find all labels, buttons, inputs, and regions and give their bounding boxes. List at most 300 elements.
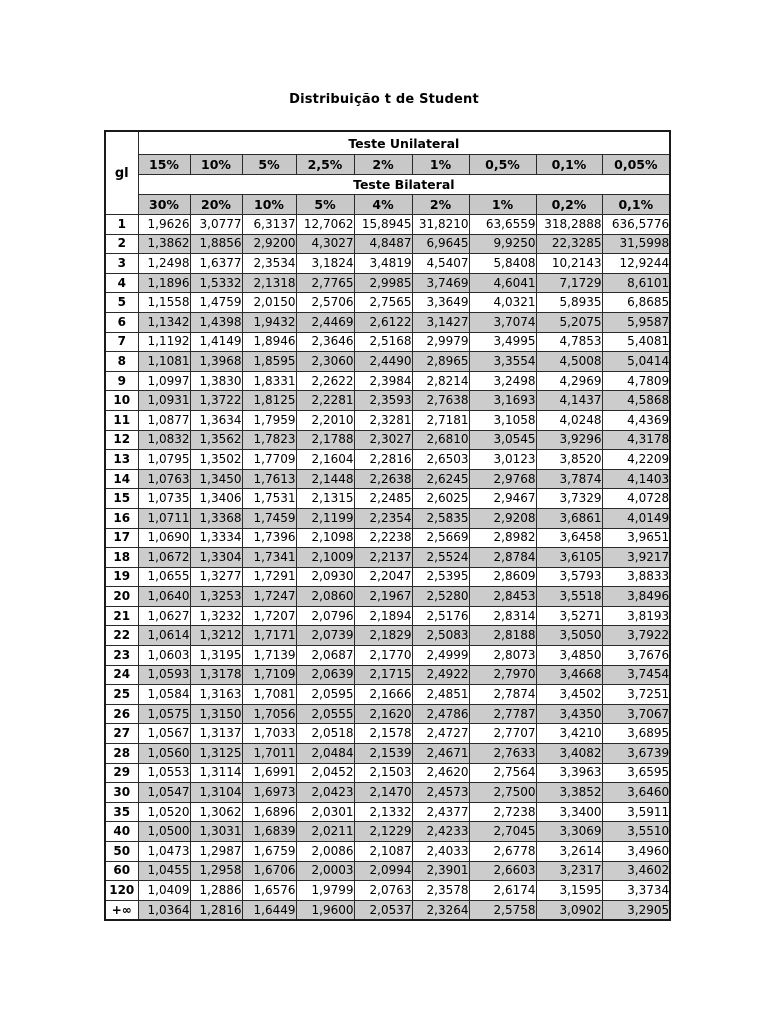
table-body	[105, 215, 670, 921]
value-cell: 3,4602	[602, 861, 670, 881]
value-cell: 2,5176	[412, 606, 469, 626]
value-cell: 2,2816	[354, 450, 412, 470]
value-cell: 1,3163	[190, 685, 242, 705]
value-cell: 1,0553	[138, 763, 190, 783]
value-cell: 2,0555	[296, 704, 354, 724]
value-cell: 1,2987	[190, 842, 242, 862]
value-cell: 2,1604	[296, 450, 354, 470]
value-cell: 2,8314	[469, 606, 536, 626]
page-title: Distribuição t de Student	[289, 92, 479, 107]
value-cell: 2,5669	[412, 528, 469, 548]
value-cell: 318,2888	[536, 215, 602, 235]
value-cell: 1,3125	[190, 744, 242, 764]
table-row	[105, 842, 670, 862]
value-cell: 2,1578	[354, 724, 412, 744]
value-cell: 3,3649	[412, 293, 469, 313]
value-cell: 2,9467	[469, 489, 536, 509]
value-cell: 1,1081	[138, 352, 190, 372]
value-cell: 2,1770	[354, 646, 412, 666]
t-distribution-table	[104, 130, 671, 921]
value-cell: 1,6377	[190, 254, 242, 274]
table-row	[105, 763, 670, 783]
value-cell: 4,0728	[602, 489, 670, 509]
value-cell: 2,2638	[354, 469, 412, 489]
gl-cell: 50	[105, 842, 138, 862]
value-cell: 3,1595	[536, 881, 602, 901]
value-cell: 2,1315	[296, 489, 354, 509]
value-cell: 2,2622	[296, 371, 354, 391]
value-cell: 1,3634	[190, 410, 242, 430]
value-cell: 2,3264	[412, 900, 469, 920]
value-cell: 2,0994	[354, 861, 412, 881]
value-cell: 3,4668	[536, 665, 602, 685]
value-cell: 1,9799	[296, 881, 354, 901]
gl-cell: 40	[105, 822, 138, 842]
value-cell: 2,1199	[296, 508, 354, 528]
unilateral-level-3: 2,5%	[296, 155, 354, 175]
value-cell: 1,0593	[138, 665, 190, 685]
value-cell: 2,4922	[412, 665, 469, 685]
table-row	[105, 744, 670, 764]
value-cell: 1,6576	[242, 881, 296, 901]
value-cell: 2,4469	[296, 312, 354, 332]
value-cell: 1,0763	[138, 469, 190, 489]
table-row	[105, 626, 670, 646]
value-cell: 2,1666	[354, 685, 412, 705]
value-cell: 4,0321	[469, 293, 536, 313]
value-cell: 2,7638	[412, 391, 469, 411]
bilateral-level-4: 4%	[354, 195, 412, 215]
gl-cell: 21	[105, 606, 138, 626]
value-cell: 1,3104	[190, 783, 242, 803]
value-cell: 4,5868	[602, 391, 670, 411]
table-row	[105, 528, 670, 548]
value-cell: 3,8833	[602, 567, 670, 587]
gl-cell: 22	[105, 626, 138, 646]
value-cell: 3,7454	[602, 665, 670, 685]
value-cell: 2,1318	[242, 273, 296, 293]
bilateral-level-7: 0,2%	[536, 195, 602, 215]
table-row	[105, 646, 670, 666]
value-cell: 2,4573	[412, 783, 469, 803]
unilateral-header: Teste Unilateral	[138, 131, 670, 155]
table-row	[105, 273, 670, 293]
value-cell: 2,5758	[469, 900, 536, 920]
unilateral-level-7: 0,1%	[536, 155, 602, 175]
value-cell: 2,8453	[469, 587, 536, 607]
value-cell: 4,4369	[602, 410, 670, 430]
value-cell: 2,7500	[469, 783, 536, 803]
value-cell: 1,3137	[190, 724, 242, 744]
value-cell: 2,1470	[354, 783, 412, 803]
table-row	[105, 685, 670, 705]
value-cell: 2,5835	[412, 508, 469, 528]
value-cell: 1,0455	[138, 861, 190, 881]
value-cell: 1,7613	[242, 469, 296, 489]
gl-cell: 1	[105, 215, 138, 235]
value-cell: 1,2886	[190, 881, 242, 901]
value-cell: 2,1829	[354, 626, 412, 646]
value-cell: 2,1715	[354, 665, 412, 685]
value-cell: 1,3031	[190, 822, 242, 842]
gl-cell: 35	[105, 802, 138, 822]
unilateral-level-0: 15%	[138, 155, 190, 175]
unilateral-level-5: 1%	[412, 155, 469, 175]
value-cell: 22,3285	[536, 234, 602, 254]
value-cell: 2,0537	[354, 900, 412, 920]
value-cell: 4,6041	[469, 273, 536, 293]
value-cell: 1,9432	[242, 312, 296, 332]
value-cell: 1,7459	[242, 508, 296, 528]
value-cell: 2,0763	[354, 881, 412, 901]
value-cell: 1,1192	[138, 332, 190, 352]
value-cell: 2,1009	[296, 548, 354, 568]
value-cell: 2,4490	[354, 352, 412, 372]
value-cell: 4,2969	[536, 371, 602, 391]
value-cell: 3,3069	[536, 822, 602, 842]
gl-cell: 4	[105, 273, 138, 293]
value-cell: 2,7181	[412, 410, 469, 430]
value-cell: 10,2143	[536, 254, 602, 274]
value-cell: 3,7074	[469, 312, 536, 332]
value-cell: 31,5998	[602, 234, 670, 254]
value-cell: 1,3830	[190, 371, 242, 391]
value-cell: 3,4350	[536, 704, 602, 724]
value-cell: 3,7676	[602, 646, 670, 666]
value-cell: 2,9979	[412, 332, 469, 352]
value-cell: 4,3027	[296, 234, 354, 254]
value-cell: 3,7329	[536, 489, 602, 509]
gl-cell: 18	[105, 548, 138, 568]
value-cell: 4,0149	[602, 508, 670, 528]
table-row	[105, 822, 670, 842]
value-cell: 1,0584	[138, 685, 190, 705]
value-cell: 1,7709	[242, 450, 296, 470]
value-cell: 1,7011	[242, 744, 296, 764]
value-cell: 12,7062	[296, 215, 354, 235]
value-cell: 3,3734	[602, 881, 670, 901]
gl-cell: 16	[105, 508, 138, 528]
gl-cell: 3	[105, 254, 138, 274]
gl-header: gl	[105, 131, 138, 215]
value-cell: 1,7081	[242, 685, 296, 705]
gl-cell: 29	[105, 763, 138, 783]
value-cell: 2,5168	[354, 332, 412, 352]
value-cell: 1,0795	[138, 450, 190, 470]
value-cell: 2,0086	[296, 842, 354, 862]
value-cell: 2,1332	[354, 802, 412, 822]
value-cell: 3,1824	[296, 254, 354, 274]
value-cell: 2,4033	[412, 842, 469, 862]
table-row	[105, 606, 670, 626]
value-cell: 2,4377	[412, 802, 469, 822]
gl-cell: 15	[105, 489, 138, 509]
value-cell: 1,0547	[138, 783, 190, 803]
table-row	[105, 215, 670, 235]
table-row	[105, 391, 670, 411]
value-cell: 2,1539	[354, 744, 412, 764]
unilateral-level-8: 0,05%	[602, 155, 670, 175]
value-cell: 2,8965	[412, 352, 469, 372]
bilateral-level-5: 2%	[412, 195, 469, 215]
value-cell: 2,0930	[296, 567, 354, 587]
bilateral-header: Teste Bilateral	[138, 175, 670, 195]
table-row	[105, 783, 670, 803]
unilateral-levels-row	[105, 155, 670, 175]
value-cell: 3,4995	[469, 332, 536, 352]
value-cell: 2,7765	[296, 273, 354, 293]
value-cell: 1,7056	[242, 704, 296, 724]
value-cell: 3,3852	[536, 783, 602, 803]
value-cell: 1,6973	[242, 783, 296, 803]
value-cell: 3,5793	[536, 567, 602, 587]
value-cell: 3,1693	[469, 391, 536, 411]
value-cell: 2,2485	[354, 489, 412, 509]
value-cell: 1,1342	[138, 312, 190, 332]
value-cell: 3,3554	[469, 352, 536, 372]
value-cell: 2,0595	[296, 685, 354, 705]
value-cell: 2,1788	[296, 430, 354, 450]
value-cell: 2,0484	[296, 744, 354, 764]
value-cell: 1,8946	[242, 332, 296, 352]
unilateral-level-4: 2%	[354, 155, 412, 175]
value-cell: 1,8856	[190, 234, 242, 254]
value-cell: 2,6122	[354, 312, 412, 332]
value-cell: 2,3646	[296, 332, 354, 352]
value-cell: 2,0739	[296, 626, 354, 646]
value-cell: 3,7067	[602, 704, 670, 724]
value-cell: 1,0520	[138, 802, 190, 822]
value-cell: 1,7207	[242, 606, 296, 626]
value-cell: 3,6458	[536, 528, 602, 548]
table-row	[105, 548, 670, 568]
value-cell: 2,6603	[469, 861, 536, 881]
value-cell: 2,0518	[296, 724, 354, 744]
value-cell: 2,2047	[354, 567, 412, 587]
value-cell: 2,1967	[354, 587, 412, 607]
value-cell: 1,0473	[138, 842, 190, 862]
gl-cell: 2	[105, 234, 138, 254]
value-cell: 2,3060	[296, 352, 354, 372]
gl-cell: 10	[105, 391, 138, 411]
value-cell: 2,1894	[354, 606, 412, 626]
value-cell: 1,3212	[190, 626, 242, 646]
unilateral-level-2: 5%	[242, 155, 296, 175]
value-cell: 4,1403	[602, 469, 670, 489]
value-cell: 2,9200	[242, 234, 296, 254]
value-cell: 2,2281	[296, 391, 354, 411]
value-cell: 1,4759	[190, 293, 242, 313]
value-cell: 3,7874	[536, 469, 602, 489]
value-cell: 1,3062	[190, 802, 242, 822]
value-cell: 2,8188	[469, 626, 536, 646]
table-row	[105, 665, 670, 685]
value-cell: 3,5518	[536, 587, 602, 607]
unilateral-level-6: 0,5%	[469, 155, 536, 175]
value-cell: 1,6706	[242, 861, 296, 881]
value-cell: 2,2354	[354, 508, 412, 528]
value-cell: 1,6839	[242, 822, 296, 842]
gl-cell: +∞	[105, 900, 138, 920]
value-cell: 2,6503	[412, 450, 469, 470]
table-row	[105, 293, 670, 313]
value-cell: 3,0902	[536, 900, 602, 920]
value-cell: 1,7247	[242, 587, 296, 607]
value-cell: 1,3253	[190, 587, 242, 607]
value-cell: 1,0690	[138, 528, 190, 548]
value-cell: 1,8595	[242, 352, 296, 372]
value-cell: 5,2075	[536, 312, 602, 332]
table-row	[105, 332, 670, 352]
value-cell: 1,4398	[190, 312, 242, 332]
value-cell: 6,3137	[242, 215, 296, 235]
value-cell: 3,8193	[602, 606, 670, 626]
value-cell: 3,3400	[536, 802, 602, 822]
value-cell: 1,3150	[190, 704, 242, 724]
value-cell: 3,6595	[602, 763, 670, 783]
value-cell: 1,3304	[190, 548, 242, 568]
value-cell: 2,3534	[242, 254, 296, 274]
value-cell: 3,8520	[536, 450, 602, 470]
value-cell: 3,6739	[602, 744, 670, 764]
value-cell: 1,0567	[138, 724, 190, 744]
gl-cell: 27	[105, 724, 138, 744]
value-cell: 3,1427	[412, 312, 469, 332]
value-cell: 1,0711	[138, 508, 190, 528]
value-cell: 1,0931	[138, 391, 190, 411]
value-cell: 2,5524	[412, 548, 469, 568]
value-cell: 3,5911	[602, 802, 670, 822]
value-cell: 3,2317	[536, 861, 602, 881]
value-cell: 2,3578	[412, 881, 469, 901]
table-row	[105, 587, 670, 607]
table-row	[105, 508, 670, 528]
value-cell: 1,0560	[138, 744, 190, 764]
value-cell: 31,8210	[412, 215, 469, 235]
value-cell: 1,7959	[242, 410, 296, 430]
value-cell: 2,7707	[469, 724, 536, 744]
gl-cell: 23	[105, 646, 138, 666]
value-cell: 1,7171	[242, 626, 296, 646]
value-cell: 3,4850	[536, 646, 602, 666]
value-cell: 1,2498	[138, 254, 190, 274]
bilateral-level-2: 10%	[242, 195, 296, 215]
value-cell: 2,1503	[354, 763, 412, 783]
value-cell: 1,3406	[190, 489, 242, 509]
value-cell: 5,8408	[469, 254, 536, 274]
value-cell: 3,9296	[536, 430, 602, 450]
value-cell: 2,7633	[469, 744, 536, 764]
value-cell: 3,5510	[602, 822, 670, 842]
gl-cell: 28	[105, 744, 138, 764]
value-cell: 1,0655	[138, 567, 190, 587]
value-cell: 2,6174	[469, 881, 536, 901]
value-cell: 2,4671	[412, 744, 469, 764]
value-cell: 6,9645	[412, 234, 469, 254]
table-row	[105, 704, 670, 724]
gl-cell: 13	[105, 450, 138, 470]
value-cell: 1,8125	[242, 391, 296, 411]
value-cell: 2,5083	[412, 626, 469, 646]
value-cell: 1,7109	[242, 665, 296, 685]
value-cell: 1,2958	[190, 861, 242, 881]
unilateral-level-1: 10%	[190, 155, 242, 175]
value-cell: 2,3027	[354, 430, 412, 450]
table-row	[105, 724, 670, 744]
gl-cell: 19	[105, 567, 138, 587]
value-cell: 2,7874	[469, 685, 536, 705]
value-cell: 1,3502	[190, 450, 242, 470]
value-cell: 2,3593	[354, 391, 412, 411]
value-cell: 3,9217	[602, 548, 670, 568]
value-cell: 3,1058	[469, 410, 536, 430]
value-cell: 2,1229	[354, 822, 412, 842]
value-cell: 2,4786	[412, 704, 469, 724]
value-cell: 5,8935	[536, 293, 602, 313]
value-cell: 2,5395	[412, 567, 469, 587]
value-cell: 2,1620	[354, 704, 412, 724]
value-cell: 2,0452	[296, 763, 354, 783]
gl-cell: 60	[105, 861, 138, 881]
value-cell: 3,4819	[354, 254, 412, 274]
value-cell: 2,6025	[412, 489, 469, 509]
value-cell: 2,1098	[296, 528, 354, 548]
table-row	[105, 450, 670, 470]
value-cell: 3,0545	[469, 430, 536, 450]
value-cell: 63,6559	[469, 215, 536, 235]
bilateral-level-8: 0,1%	[602, 195, 670, 215]
value-cell: 1,0735	[138, 489, 190, 509]
value-cell: 3,2498	[469, 371, 536, 391]
table-row	[105, 371, 670, 391]
value-cell: 2,3901	[412, 861, 469, 881]
value-cell: 2,3984	[354, 371, 412, 391]
value-cell: 2,7565	[354, 293, 412, 313]
value-cell: 1,0603	[138, 646, 190, 666]
table-row	[105, 430, 670, 450]
value-cell: 2,7238	[469, 802, 536, 822]
value-cell: 1,3114	[190, 763, 242, 783]
value-cell: 1,0409	[138, 881, 190, 901]
value-cell: 3,4960	[602, 842, 670, 862]
value-cell: 4,2209	[602, 450, 670, 470]
value-cell: 8,6101	[602, 273, 670, 293]
value-cell: 3,6460	[602, 783, 670, 803]
value-cell: 2,0301	[296, 802, 354, 822]
value-cell: 1,3334	[190, 528, 242, 548]
value-cell: 3,6105	[536, 548, 602, 568]
value-cell: 4,8487	[354, 234, 412, 254]
value-cell: 1,0672	[138, 548, 190, 568]
value-cell: 2,4620	[412, 763, 469, 783]
value-cell: 1,7291	[242, 567, 296, 587]
value-cell: 1,7139	[242, 646, 296, 666]
gl-cell: 30	[105, 783, 138, 803]
value-cell: 2,9208	[469, 508, 536, 528]
value-cell: 2,0639	[296, 665, 354, 685]
table-row	[105, 861, 670, 881]
value-cell: 3,2614	[536, 842, 602, 862]
value-cell: 3,7469	[412, 273, 469, 293]
value-cell: 4,5407	[412, 254, 469, 274]
value-cell: 2,6810	[412, 430, 469, 450]
value-cell: 1,2816	[190, 900, 242, 920]
table-row	[105, 567, 670, 587]
value-cell: 2,6778	[469, 842, 536, 862]
value-cell: 9,9250	[469, 234, 536, 254]
value-cell: 1,3195	[190, 646, 242, 666]
value-cell: 1,3562	[190, 430, 242, 450]
